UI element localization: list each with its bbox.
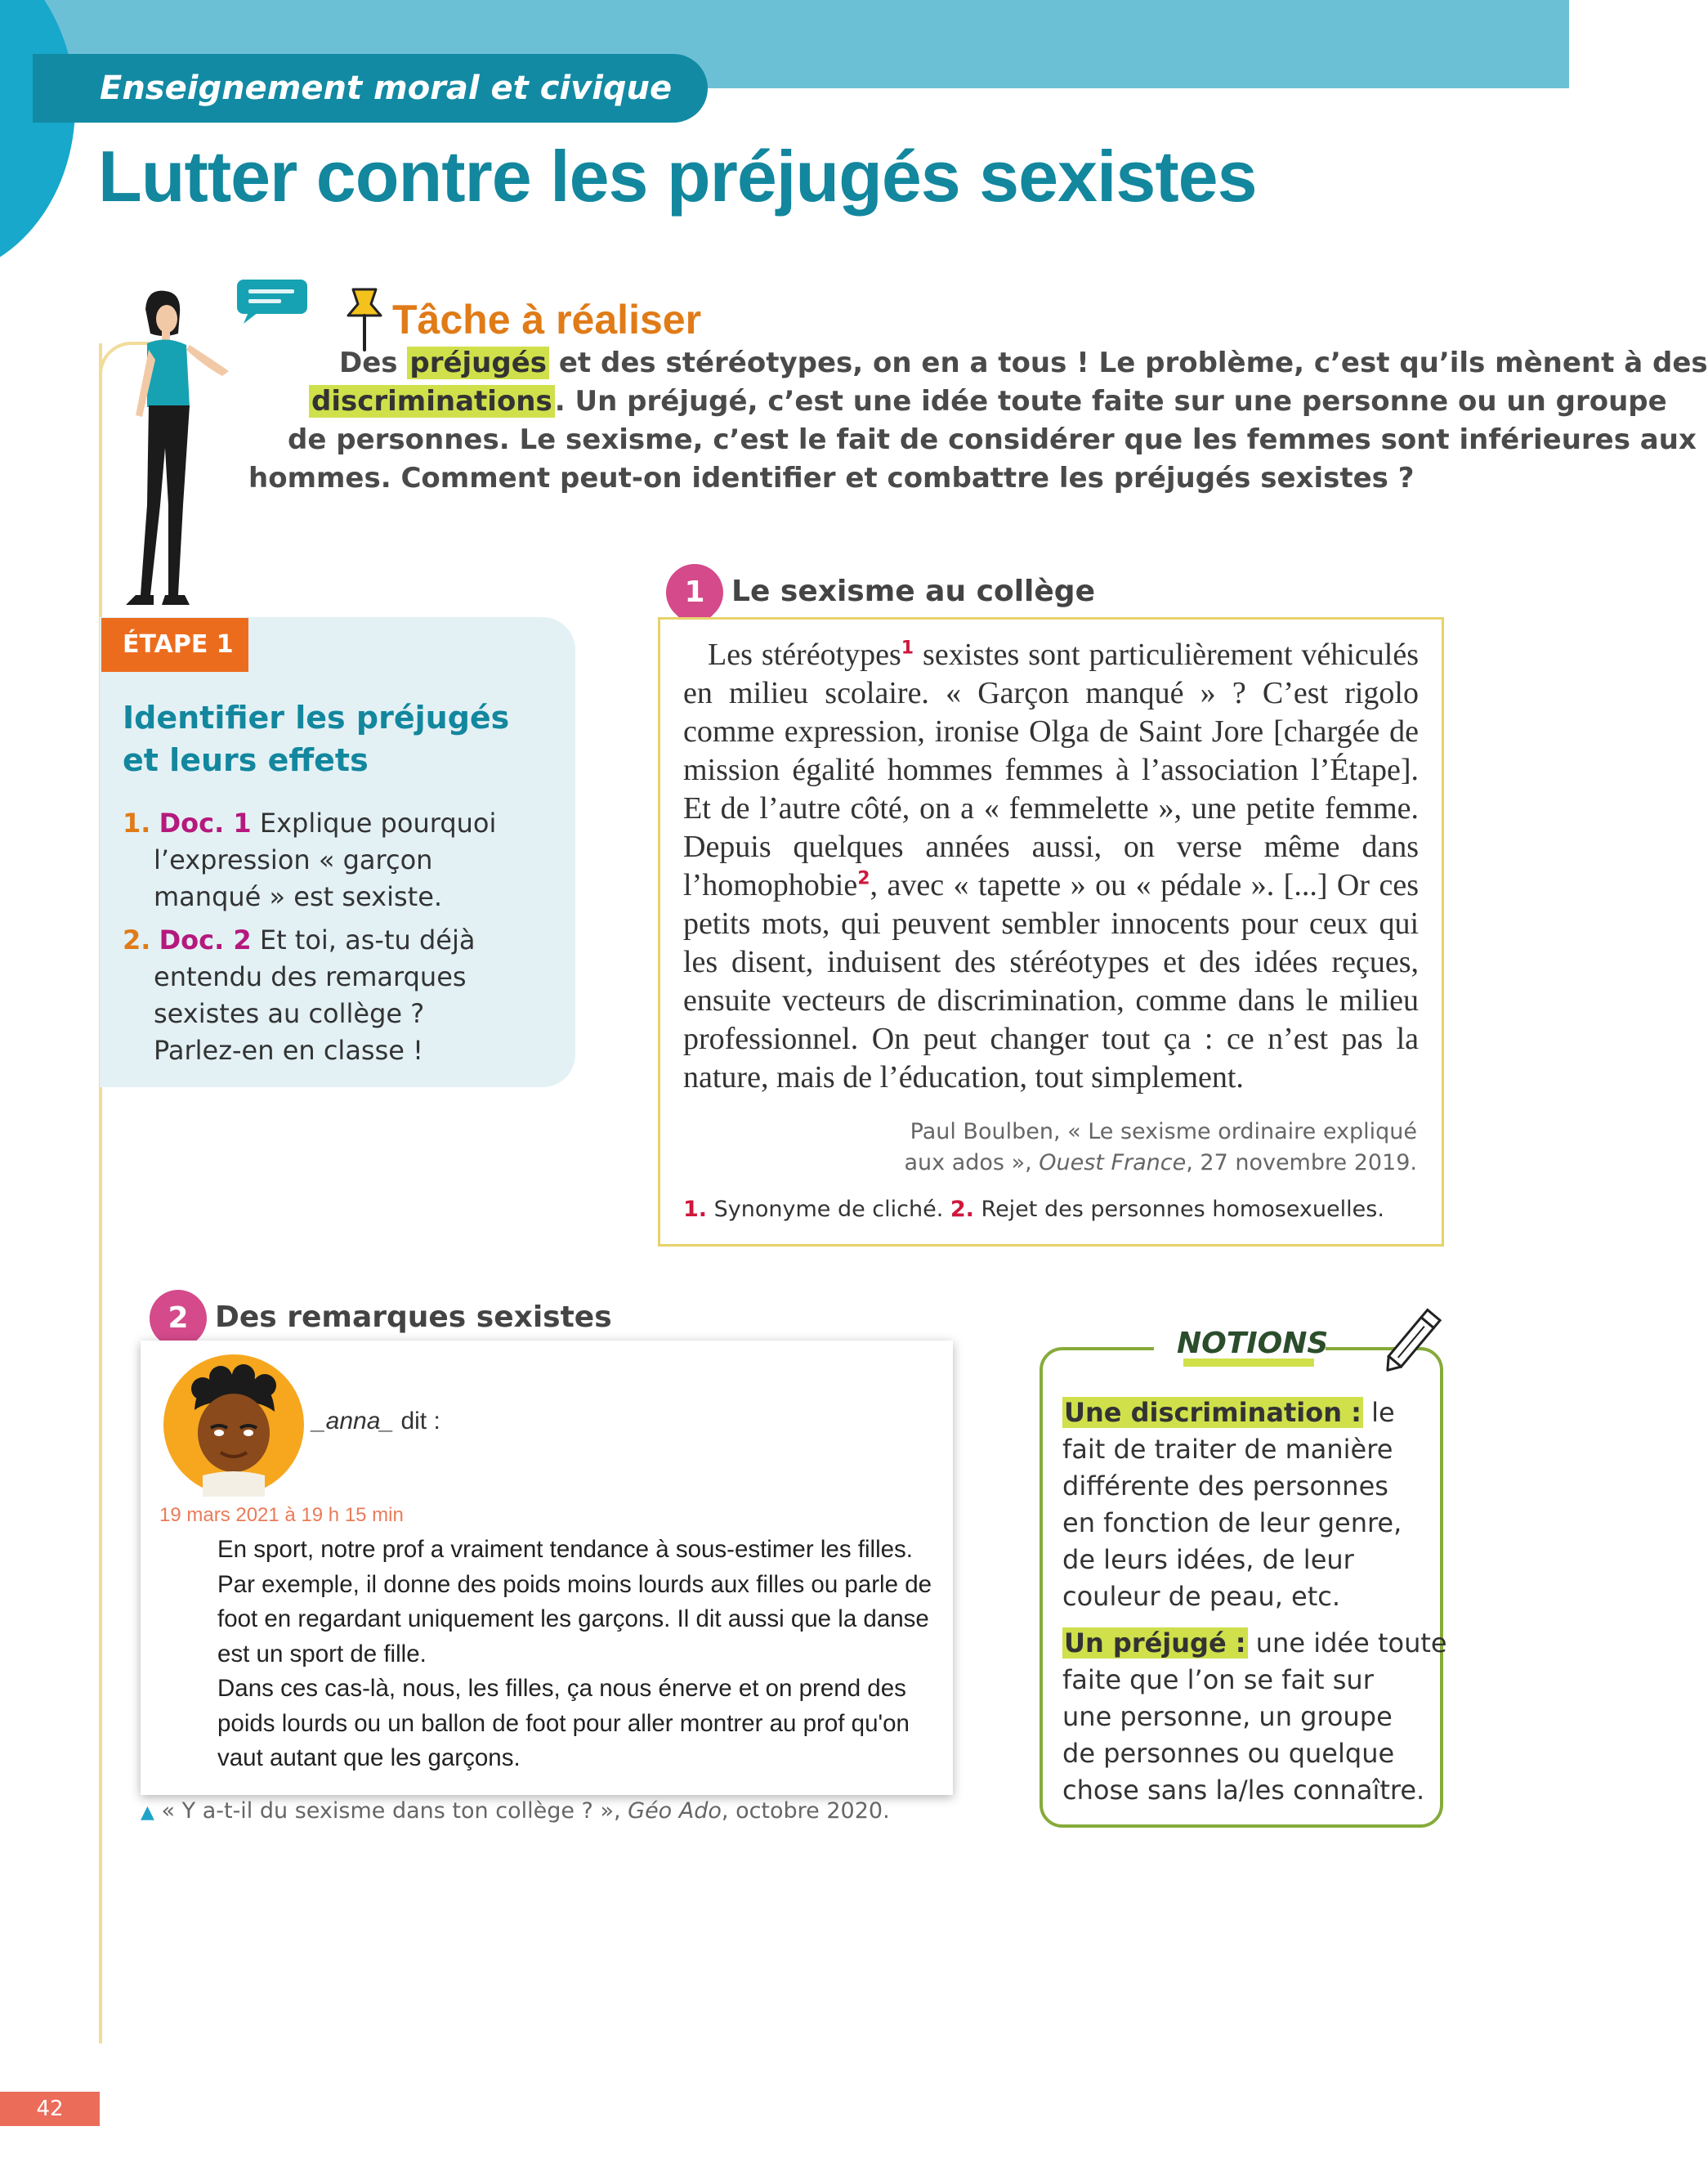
notions-title: NOTIONS [1177,1327,1329,1360]
pencil-icon [1373,1298,1455,1380]
avatar [162,1353,306,1497]
step-heading-line: et leurs effets [123,742,369,778]
task-text: et des stéréotypes, on en a tous ! Le problème, c’est qu’ils mènent à des [549,347,1708,379]
question-text: Explique pourquoi [259,808,497,839]
task-line-4: hommes. Comment peut-on identifier et combattre les préjugés sexistes ? [248,462,1415,495]
question-text: entendu des remarques [154,961,467,992]
footnote-text: Synonyme de cliché. [707,1197,950,1222]
notion-definition: une personne, un groupe [1062,1701,1393,1732]
page-title: Lutter contre les préjugés sexistes [98,136,1257,217]
notion-definition: le [1362,1397,1395,1428]
question-2 [123,922,475,1069]
question-text: manqué » est sexiste. [154,881,443,912]
footnote-text: Rejet des personnes homosexuelles. [973,1197,1384,1222]
speech-bubble-icon [235,278,309,325]
comment-line: foot en regardant uniquement les garçons. Il dit aussi que la danse [217,1605,929,1632]
doc2-title: Des remarques sexistes [215,1300,612,1334]
notion-definition: en fonction de leur genre, [1062,1507,1402,1538]
source-publication: Ouest France [1039,1150,1187,1175]
highlight-prejuges: préjugés [407,347,549,379]
doc-reference: Doc. 1 [159,808,252,839]
source-text: Paul Boulben, « Le sexisme ordinaire expliqué [910,1119,1417,1144]
source-publication: Géo Ado [628,1798,722,1824]
notion-definition: fait de traiter de manière [1062,1434,1393,1465]
corner-decoration [0,0,75,278]
post-timestamp: 19 mars 2021 à 19 h 15 min [159,1504,404,1526]
task-text: Des [339,347,408,379]
question-text: Parlez-en en classe ! [154,1035,423,1066]
doc1-number: 1 [684,575,705,609]
doc2-source [141,1798,890,1824]
comment-line: est un sport de fille. [217,1640,427,1667]
source-text: aux ados », [904,1150,1040,1175]
task-text: . Un préjugé, c’est une idée toute faite sur une personne ou un groupe [554,385,1667,418]
question-number: 2. [123,924,151,956]
question-text: l’expression « garçon [154,844,433,875]
step-badge: ÉTAPE 1 [101,618,248,672]
source-text: « Y a-t-il du sexisme dans ton collège ? », [161,1798,628,1824]
task-line-2 [309,385,1667,418]
timeline-line [99,343,102,2043]
footnote-number: 2. [950,1197,974,1222]
doc1-footnotes [683,1197,1384,1222]
task-title: Tâche à réaliser [392,297,702,342]
notion-term: Une discrimination : [1064,1397,1361,1428]
task-line-1 [339,347,1708,379]
source-line [905,1148,1418,1179]
post-author [312,1408,440,1435]
doc1-title: Le sexisme au collège [731,575,1095,608]
says-label: dit : [394,1408,440,1435]
notion-definition: chose sans la/les connaître. [1062,1775,1425,1806]
notion-definition: différente des personnes [1062,1470,1388,1502]
post-comment [217,1533,937,1776]
question-1 [123,805,496,915]
question-text: sexistes au collège ? [154,998,425,1029]
comment-line: poids lourds ou un ballon de foot pour aller montrer au prof qu'on [217,1709,910,1737]
notion-term: Un préjugé : [1064,1627,1246,1658]
footnote-number: 1. [683,1197,708,1222]
notion-definition: faite que l’on se fait sur [1062,1664,1374,1695]
pushpin-icon [343,286,386,353]
task-line-3: de personnes. Le sexisme, c’est le fait de considérer que les femmes sont inférieures aux [288,423,1697,456]
doc2-number: 2 [168,1301,189,1335]
notion-definition: une idée toute [1247,1627,1447,1658]
username: _anna_ [312,1408,395,1435]
doc1-text [683,636,1419,1097]
step-heading [123,696,509,781]
triangle-icon: ▲ [141,1802,154,1823]
notion-definition: de personnes ou quelque [1062,1738,1395,1769]
notion-line [1062,1394,1402,1431]
notion-line [1062,1625,1447,1662]
comment-line: Dans ces cas-là, nous, les filles, ça nous énerve et on prend des [217,1675,906,1702]
doc1-text-part: Les stéréotypes [708,638,901,672]
doc1-text-part: , avec « tapette » ou « pédale ». [...] Or ces petits mots, qui peuvent sembler innocents pour ceux qui les disent, induisent des stéréotypes et des idées reçues, ensuite vecteurs de discrimination, comme dans le milieu professionnel. On peut changer tout ça : ce n’est pas la nature, mais de l’éducation, tout simplement. [683,868,1419,1094]
source-text: , octobre 2020. [721,1798,890,1824]
highlight-discriminations: discriminations [309,385,555,418]
footnote-ref: 1 [901,638,914,659]
footnote-ref: 2 [857,868,870,889]
page-number: 42 [0,2092,100,2126]
notion-definition: couleur de peau, etc. [1062,1581,1341,1612]
question-number: 1. [123,808,151,839]
question-text: Et toi, as-tu déjà [259,924,476,956]
notion-definition: de leurs idées, de leur [1062,1544,1354,1575]
step-heading-line: Identifier les préjugés [123,700,510,736]
doc1-text-part: sexistes sont particulièrement véhiculés en milieu scolaire. « Garçon manqué » ? C’est rigolo comme expression, ironise Olga de Saint Jore [chargée de mission égalité hommes femmes à l’association l’Étape]. Et de l’autre côté, on a « femmelette », une petite femme. Depuis quelques années aussi, on verse même dans l’homophobie [683,638,1420,902]
comment-line: En sport, notre prof a vraiment tendance à sous-estimer les filles. [217,1536,913,1563]
woman-illustration [114,284,278,620]
notion-prejuge [1062,1625,1447,1809]
notion-discrimination [1062,1394,1402,1615]
source-text: , 27 novembre 2019. [1186,1150,1417,1175]
comment-line: vaut autant que les garçons. [217,1744,521,1771]
comment-line: Par exemple, il donne des poids moins lourds aux filles ou parle de [217,1570,932,1598]
doc1-source [905,1117,1418,1179]
subject-tab: Enseignement moral et civique [33,54,708,123]
doc-reference: Doc. 2 [159,924,252,956]
